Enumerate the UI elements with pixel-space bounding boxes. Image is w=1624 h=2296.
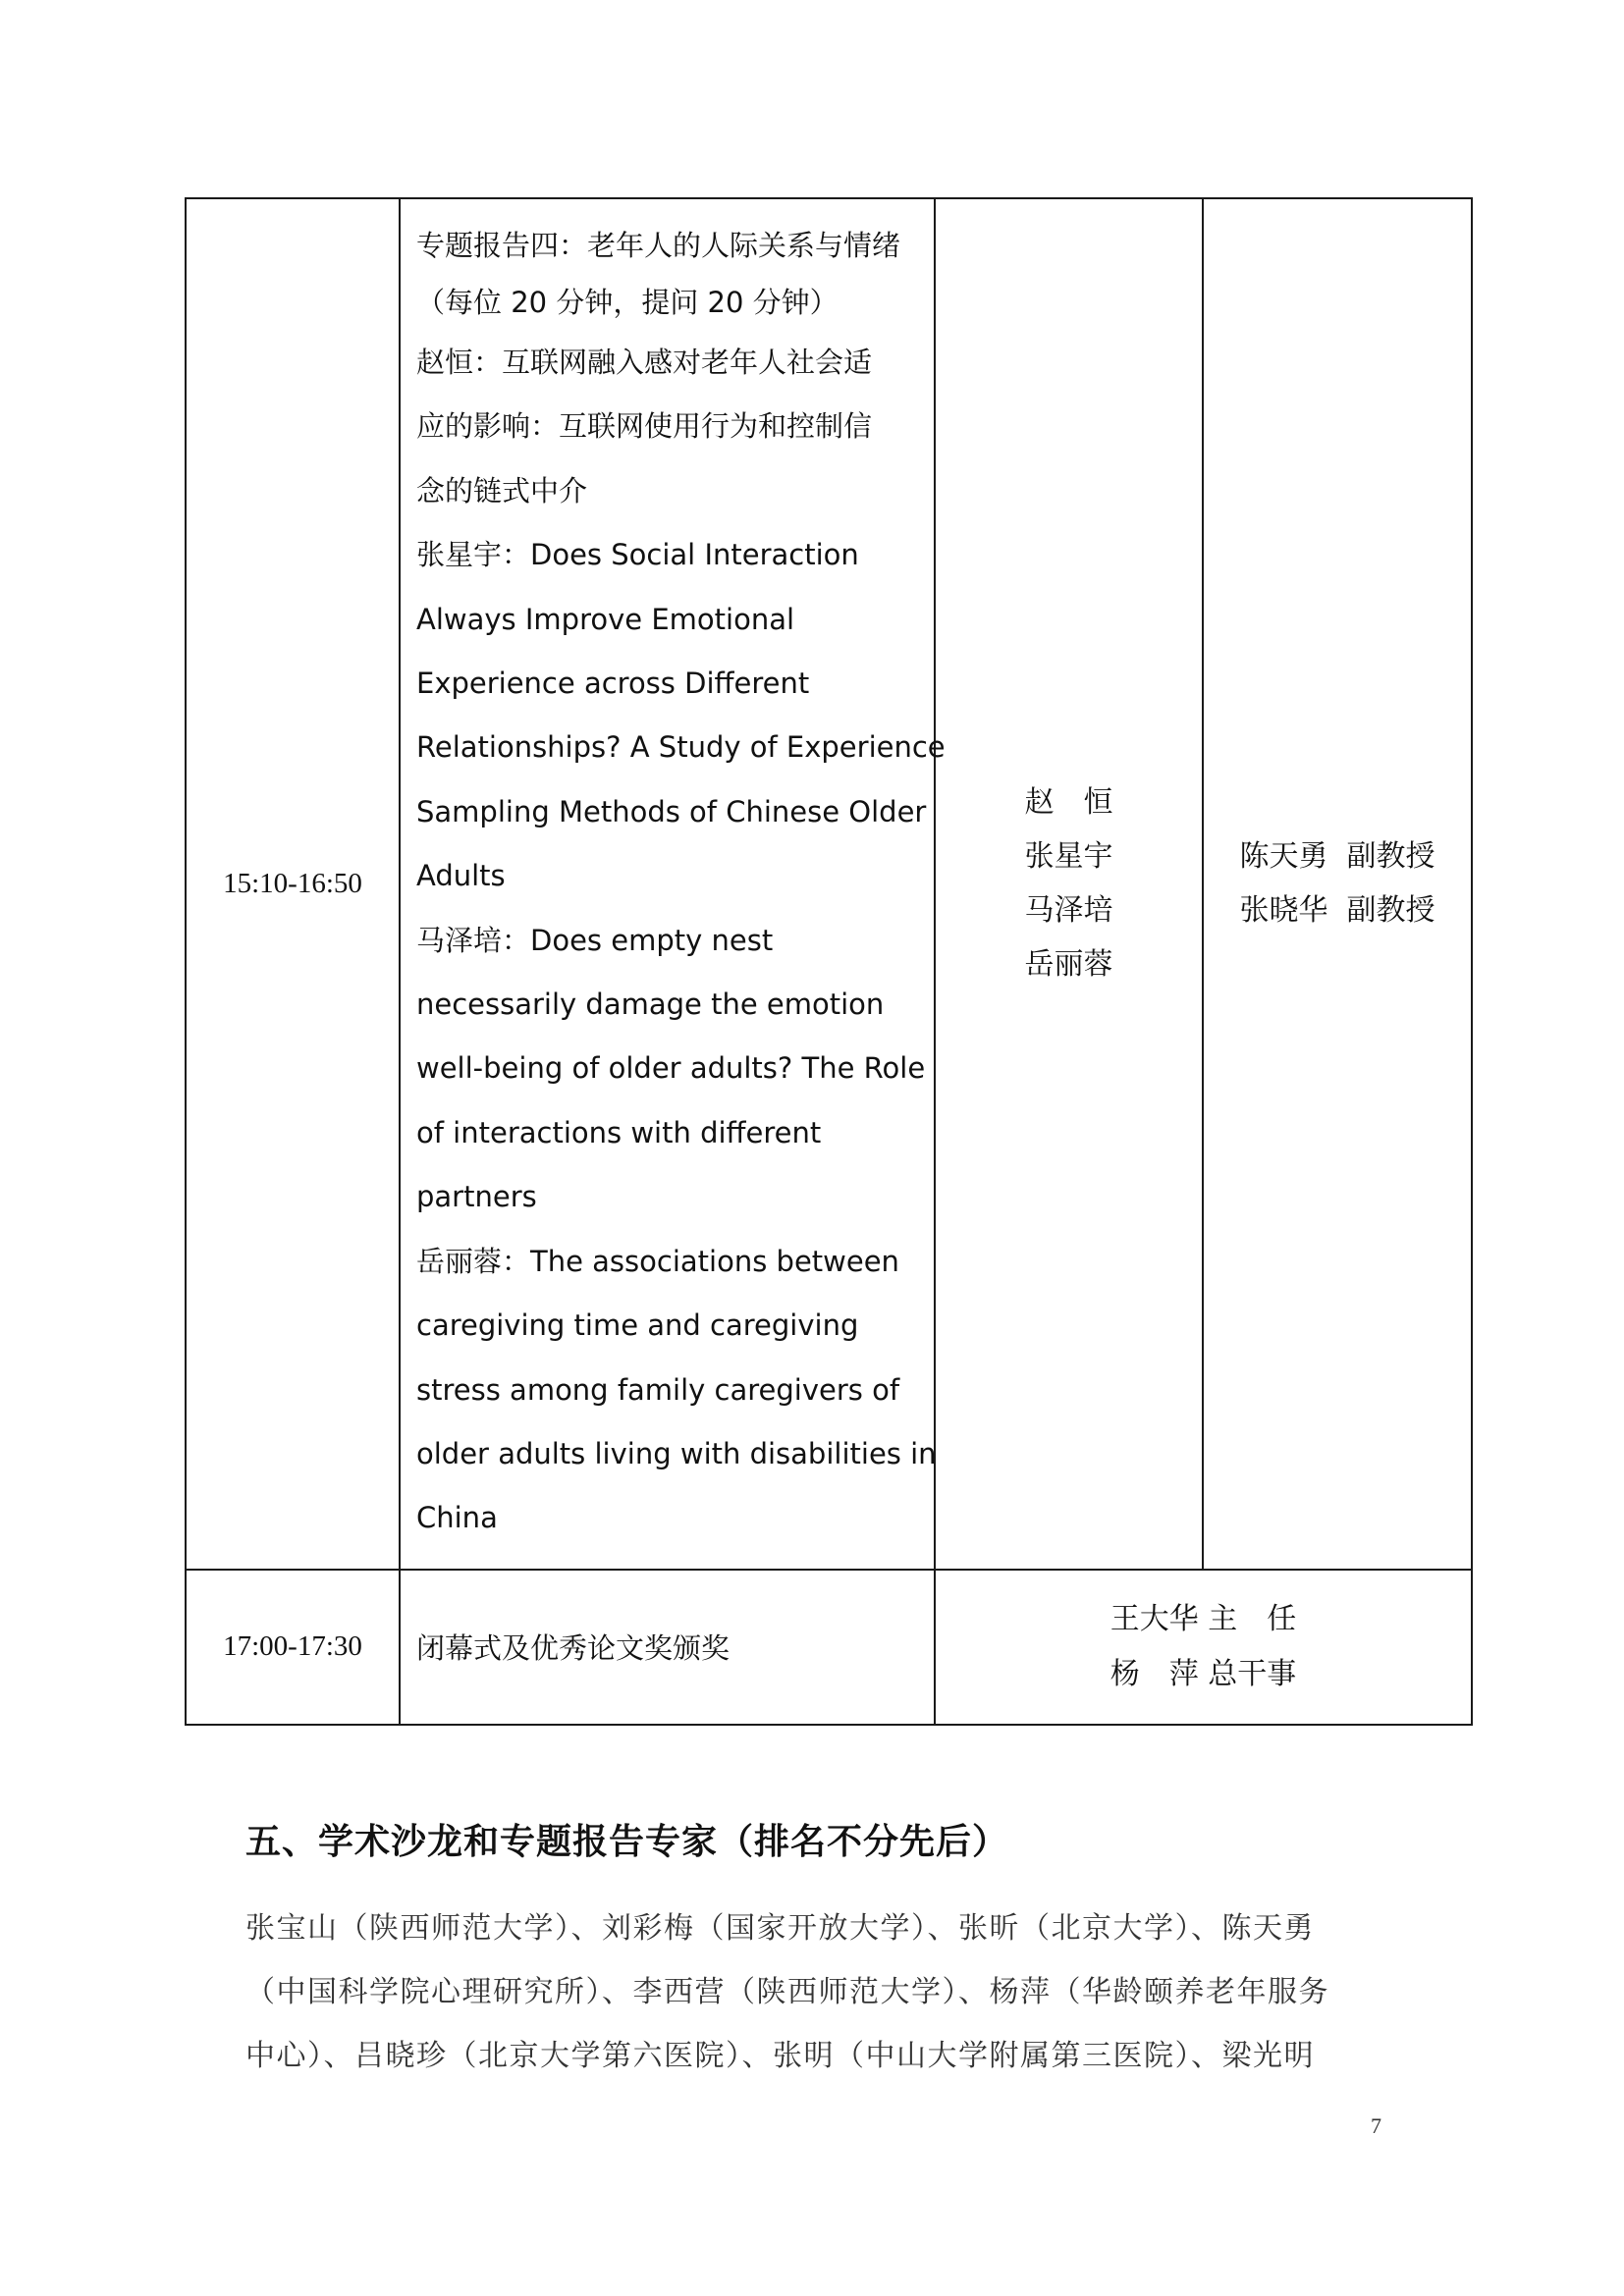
session4-time: 15:10-16:50 (223, 867, 362, 899)
schedule-table (185, 197, 1473, 1726)
session4-speakers (1025, 775, 1113, 991)
session4-line: 专题报告四：老年人的人际关系与情绪 (416, 229, 901, 262)
session4-line: of interactions with different (416, 1115, 822, 1149)
session4-line: （每位 20 分钟，提问 20 分钟） (416, 286, 839, 319)
session4-line: 张星宇：Does Social Interaction (416, 538, 859, 572)
session4-line: partners (416, 1180, 537, 1214)
speaker-name: 张星宇 (1024, 839, 1113, 875)
session4-content-cell (400, 198, 946, 1570)
session4-row (186, 198, 1472, 1570)
session4-line: China (416, 1501, 498, 1535)
closing-hosts (1110, 1592, 1297, 1702)
session4-line: caregiving time and caregiving (416, 1308, 859, 1343)
closing-hosts-cell (935, 1570, 1472, 1725)
page-number: 7 (1371, 2113, 1381, 2138)
session4-line: 赵恒：互联网融入感对老年人社会适 (416, 346, 873, 379)
session4-line: 念的链式中介 (416, 473, 588, 507)
session4-line: Adults (416, 859, 506, 893)
speaker-name: 马泽培 (1024, 893, 1113, 929)
host-name: 王大华 主 任 (1110, 1601, 1297, 1636)
closing-title: 闭幕式及优秀论文奖颁奖 (400, 1570, 935, 1725)
session4-line: Relationships? A Study of Experience (416, 730, 946, 765)
closing-time-cell (186, 1570, 400, 1725)
section-heading: 五、学术沙龙和专题报告专家（排名不分先后） (245, 1822, 1009, 1862)
closing-time: 17:00-17:30 (223, 1630, 362, 1663)
session4-time-cell (186, 198, 400, 1570)
session4-line: Always Improve Emotional (416, 602, 795, 636)
session4-line: 岳丽蓉：The associations between (416, 1244, 899, 1278)
host-name: 陈天勇 副教授 (1239, 839, 1435, 875)
session4-line: stress among family caregivers of (416, 1372, 900, 1407)
session4-line: well-being of older adults? The Role (416, 1051, 926, 1086)
session4-line: Experience across Different (416, 667, 810, 701)
session4-hosts (1239, 829, 1435, 937)
session4-line: older adults living with disabilities in (416, 1436, 937, 1470)
speaker-name: 赵 恒 (1024, 785, 1113, 821)
session4-line: 马泽培：Does empty nest (416, 923, 774, 957)
experts-list (245, 1896, 1443, 2088)
experts-line: 中心）、吕晓珍（北京大学第六医院）、张明（中山大学附属第三医院）、梁光明 (245, 2039, 1315, 2073)
host-name: 杨 萍 总干事 (1110, 1656, 1297, 1691)
host-name: 张晓华 副教授 (1239, 893, 1435, 929)
session4-speakers-cell (935, 198, 1203, 1570)
session4-line: 应的影响：互联网使用行为和控制信 (416, 409, 873, 444)
experts-line: 张宝山（陕西师范大学）、刘彩梅（国家开放大学）、张昕（北京大学）、陈天勇 (245, 1911, 1315, 1946)
experts-line: （中国科学院心理研究所）、李西营（陕西师范大学）、杨萍（华龄颐养老年服务 (245, 1975, 1329, 2009)
session4-line: necessarily damage the emotion (416, 988, 885, 1022)
session4-line: Sampling Methods of Chinese Older (416, 794, 927, 828)
session4-hosts-cell (1203, 198, 1472, 1570)
closing-row (186, 1570, 1472, 1725)
speaker-name: 岳丽蓉 (1024, 947, 1113, 983)
